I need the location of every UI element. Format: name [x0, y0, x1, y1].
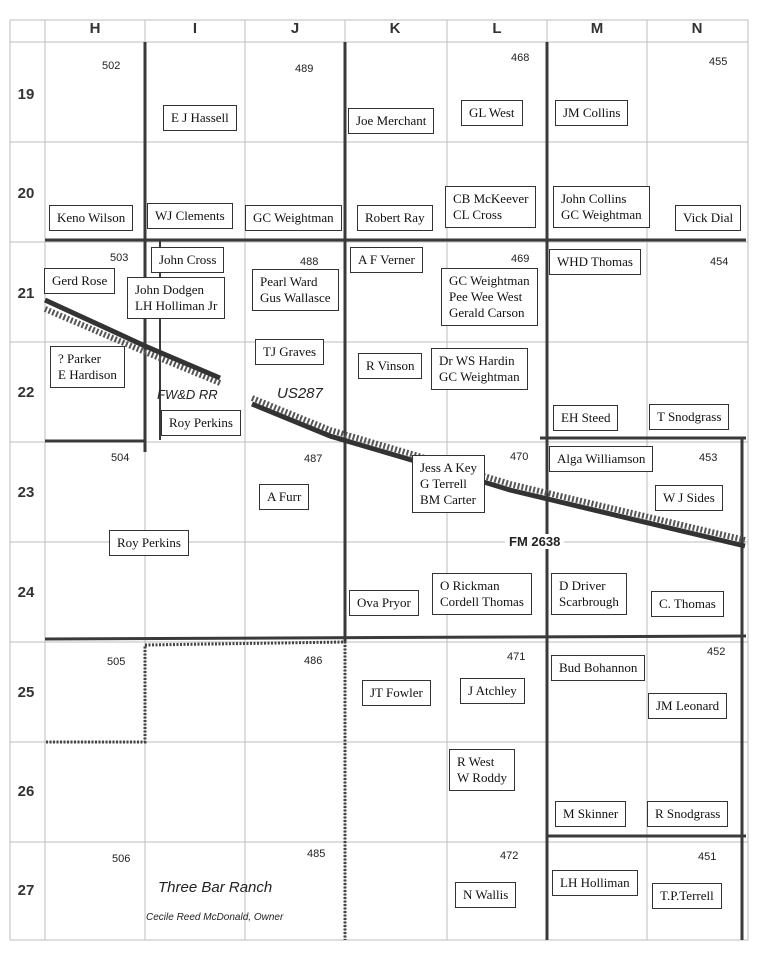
row-header-22: 22 — [17, 384, 35, 401]
owner-label: E J Hassell — [163, 105, 237, 131]
column-header-j: J — [290, 20, 300, 37]
section-number: 452 — [707, 646, 726, 658]
owner-label: Gerd Rose — [44, 268, 115, 294]
owner-label: WJ Clements — [147, 203, 233, 229]
owner-label: Jess A Key G Terrell BM Carter — [412, 455, 485, 513]
owner-label: EH Steed — [553, 405, 618, 431]
owner-label: JT Fowler — [362, 680, 431, 706]
owner-label: Bud Bohannon — [551, 655, 645, 681]
section-number: 506 — [112, 853, 131, 865]
owner-label: R West W Roddy — [449, 749, 515, 791]
owner-label: Dr WS Hardin GC Weightman — [431, 348, 528, 390]
section-number: 487 — [304, 453, 323, 465]
owner-label: Vick Dial — [675, 205, 741, 231]
owner-label: C. Thomas — [651, 591, 724, 617]
row-header-20: 20 — [17, 185, 35, 202]
section-number: 471 — [507, 651, 526, 663]
owner-label: John Collins GC Weightman — [553, 186, 650, 228]
farm-road-label: FM 2638 — [505, 534, 564, 549]
column-header-m: M — [590, 20, 604, 37]
owner-label: CB McKeever CL Cross — [445, 186, 536, 228]
row-header-24: 24 — [17, 584, 35, 601]
owner-label: Pearl Ward Gus Wallasce — [252, 269, 339, 311]
row-header-25: 25 — [17, 684, 35, 701]
section-number: 503 — [110, 252, 129, 264]
column-header-i: I — [192, 20, 198, 37]
owner-label: JM Collins — [555, 100, 628, 126]
column-header-l: L — [492, 20, 502, 37]
highway-label: US287 — [277, 385, 323, 402]
owner-label: Alga Williamson — [549, 446, 653, 472]
ranch-name: Three Bar Ranch — [158, 879, 273, 896]
section-number: 451 — [698, 851, 717, 863]
owner-label: GL West — [461, 100, 523, 126]
owner-label: JM Leonard — [648, 693, 727, 719]
owner-label: John Cross — [151, 247, 224, 273]
section-number: 488 — [300, 256, 319, 268]
section-number: 454 — [710, 256, 729, 268]
section-number: 489 — [295, 63, 314, 75]
owner-label: T.P.Terrell — [652, 883, 722, 909]
owner-label: Robert Ray — [357, 205, 433, 231]
owner-label: Roy Perkins — [109, 530, 189, 556]
owner-label: W J Sides — [655, 485, 723, 511]
owner-label: N Wallis — [455, 882, 516, 908]
owner-label: John Dodgen LH Holliman Jr — [127, 277, 225, 319]
owner-label: R Vinson — [358, 353, 422, 379]
row-header-23: 23 — [17, 484, 35, 501]
owner-label: Ova Pryor — [349, 590, 419, 616]
section-number: 472 — [500, 850, 519, 862]
row-header-26: 26 — [17, 783, 35, 800]
owner-label: TJ Graves — [255, 339, 324, 365]
section-number: 504 — [111, 452, 130, 464]
ranch-owner: Cecile Reed McDonald, Owner — [146, 912, 284, 923]
owner-label: R Snodgrass — [647, 801, 728, 827]
owner-label: J Atchley — [460, 678, 525, 704]
owner-label: O Rickman Cordell Thomas — [432, 573, 532, 615]
row-header-21: 21 — [17, 285, 35, 302]
railroad-label: FW&D RR — [157, 387, 218, 402]
section-number: 468 — [511, 52, 530, 64]
owner-label: LH Holliman — [552, 870, 638, 896]
owner-label: Roy Perkins — [161, 410, 241, 436]
owner-label: A F Verner — [350, 247, 423, 273]
owner-label: Keno Wilson — [49, 205, 133, 231]
owner-label: WHD Thomas — [549, 249, 641, 275]
column-header-n: N — [691, 20, 703, 37]
column-header-h: H — [89, 20, 101, 37]
owner-label: A Furr — [259, 484, 309, 510]
section-number: 469 — [511, 253, 530, 265]
owner-label: ? Parker E Hardison — [50, 346, 125, 388]
column-header-k: K — [389, 20, 401, 37]
owner-label: Joe Merchant — [348, 108, 434, 134]
owner-label: D Driver Scarbrough — [551, 573, 627, 615]
owner-label: GC Weightman Pee Wee West Gerald Carson — [441, 268, 538, 326]
section-number: 485 — [307, 848, 326, 860]
row-header-19: 19 — [17, 86, 35, 103]
section-number: 502 — [102, 60, 121, 72]
row-header-27: 27 — [17, 882, 35, 899]
owner-label: T Snodgrass — [649, 404, 729, 430]
section-number: 453 — [699, 452, 718, 464]
owner-label: GC Weightman — [245, 205, 342, 231]
owner-label: M Skinner — [555, 801, 626, 827]
section-number: 470 — [510, 451, 529, 463]
section-number: 505 — [107, 656, 126, 668]
section-number: 486 — [304, 655, 323, 667]
section-line — [45, 636, 746, 639]
section-number: 455 — [709, 56, 728, 68]
